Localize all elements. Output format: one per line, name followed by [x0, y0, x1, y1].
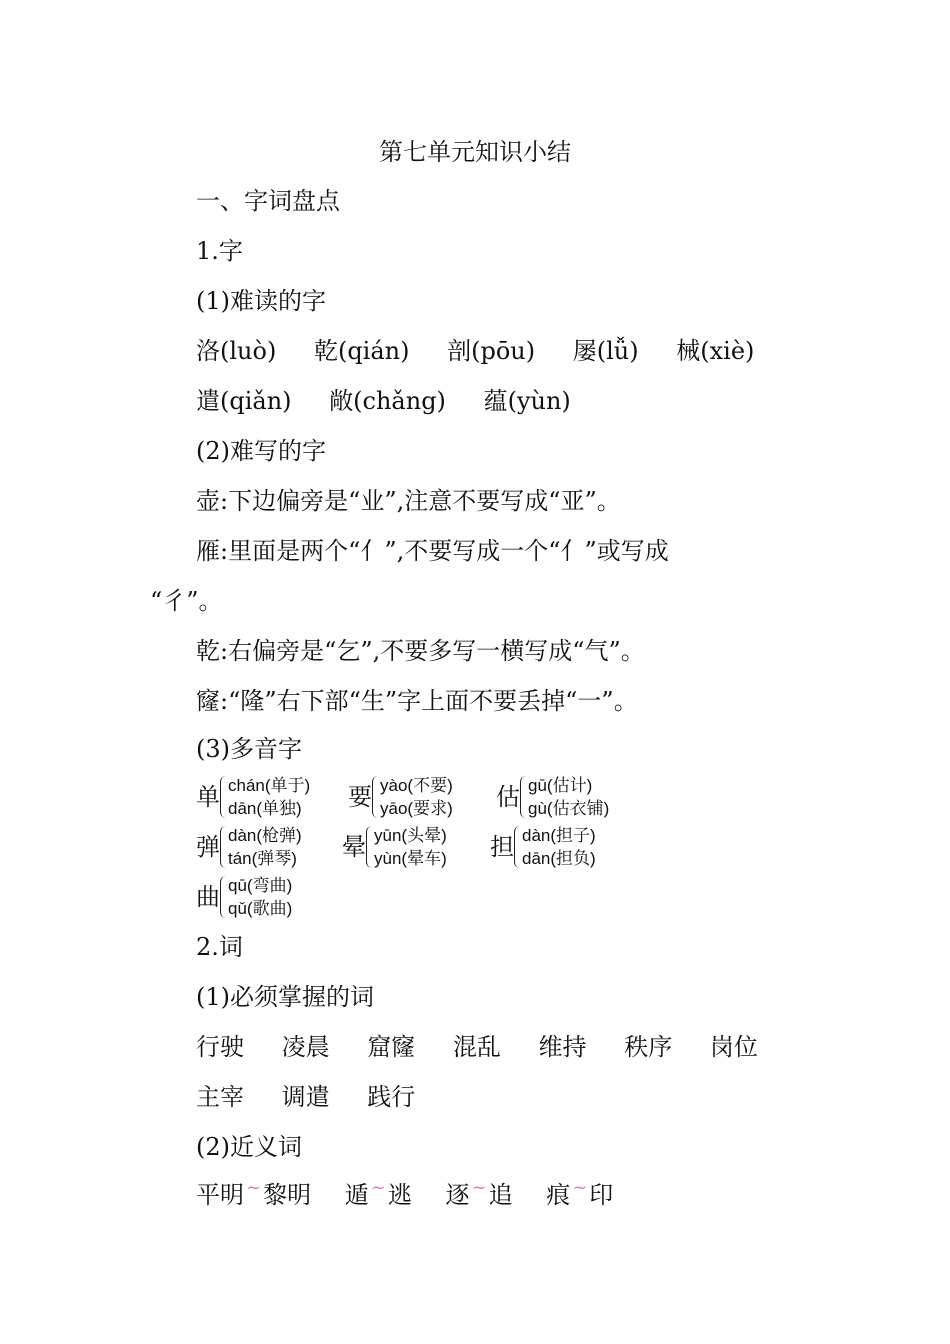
- reading: dān(单独): [228, 799, 302, 818]
- reading: yùn(晕车): [374, 849, 447, 868]
- hard-read-row-2: [196, 386, 601, 416]
- tilde-icon: ~: [572, 1177, 588, 1198]
- sub-heading-polyphone: (3)多音字: [196, 735, 302, 763]
- synonym-pair: [546, 1177, 614, 1213]
- section-heading: 一、字词盘点: [196, 187, 340, 215]
- sub-heading-must: (1)必须掌握的词: [196, 983, 374, 1011]
- reading: yào(不要): [380, 776, 453, 795]
- synonym-pair: [196, 1177, 312, 1213]
- polyphone-char: 晕: [342, 833, 366, 861]
- reading: dàn(担子): [522, 826, 596, 845]
- page-title: 第七单元知识小结: [379, 138, 571, 166]
- word-item: 凌晨: [281, 1033, 330, 1061]
- tilde-icon: ~: [471, 1177, 487, 1198]
- hard-read-item: 敞(chǎng): [329, 387, 446, 415]
- synonym-word: 痕: [546, 1181, 571, 1209]
- word-item: 混乱: [452, 1033, 501, 1061]
- polyphone-char: 要: [348, 783, 372, 811]
- synonym-word: 逐: [445, 1181, 470, 1209]
- word-item: 窟窿: [367, 1033, 416, 1061]
- word-item: 行驶: [196, 1033, 244, 1061]
- sub-heading-zi: 1.字: [196, 237, 243, 265]
- hard-read-row-1: [196, 336, 784, 366]
- hard-write-note: 雁:里面是两个“亻”,不要写成一个“亻”或写成: [196, 537, 669, 565]
- hard-read-item: 械(xiè): [676, 337, 755, 365]
- sub-heading-hard-write: (2)难写的字: [196, 437, 326, 465]
- reading: yūn(头晕): [374, 826, 447, 845]
- synonym-pair: [445, 1177, 513, 1213]
- hard-read-item: 遣(qiǎn): [196, 387, 292, 415]
- reading: qū(弯曲): [228, 876, 293, 895]
- reading: gù(估衣铺): [528, 799, 610, 818]
- synonym-word: 平明: [196, 1181, 244, 1209]
- word-item: 践行: [367, 1083, 416, 1111]
- hard-read-item: 屡(lǚ): [572, 337, 639, 365]
- polyphone-char: 估: [496, 783, 520, 811]
- sub-heading-hard-read: (1)难读的字: [196, 287, 326, 315]
- hard-write-note: 乾:右偏旁是“乞”,不要多写一横写成“气”。: [196, 637, 645, 665]
- reading: dàn(枪弹): [228, 826, 302, 845]
- hard-write-note-continued: “彳”。: [150, 587, 223, 615]
- word-item: 岗位: [709, 1033, 758, 1061]
- reading: qǔ(歌曲): [228, 899, 293, 918]
- hard-read-item: 洛(luò): [196, 337, 277, 365]
- hard-write-note: 窿:“隆”右下部“生”字上面不要丢掉“一”。: [196, 687, 638, 715]
- word-item: 维持: [538, 1033, 587, 1061]
- word-item: 主宰: [196, 1083, 244, 1111]
- synonym-word: 追: [488, 1181, 513, 1209]
- word-item: 调遣: [281, 1083, 330, 1111]
- hard-read-item: 剖(pōu): [447, 337, 536, 365]
- sub-heading-synonym: (2)近义词: [196, 1133, 302, 1161]
- synonym-word: 遁: [344, 1181, 369, 1209]
- reading: yāo(要求): [380, 799, 453, 818]
- hard-read-item: 乾(qián): [313, 337, 410, 365]
- must-words-row-2: [196, 1082, 445, 1112]
- sub-heading-ci: 2.词: [196, 933, 243, 961]
- polyphone-char: 曲: [196, 883, 220, 911]
- tilde-icon: ~: [370, 1177, 386, 1198]
- must-words-row-1: [196, 1032, 788, 1062]
- synonym-row: [196, 1177, 639, 1213]
- hard-read-item: 蕴(yùn): [483, 387, 571, 415]
- tilde-icon: ~: [246, 1177, 262, 1198]
- synonym-word: 逃: [387, 1181, 412, 1209]
- synonym-word: 黎明: [263, 1181, 312, 1209]
- word-item: 秩序: [624, 1033, 673, 1061]
- reading: tán(弹琴): [228, 849, 297, 868]
- polyphone-char: 单: [196, 783, 220, 811]
- reading: chán(单于): [228, 776, 311, 795]
- reading: dān(担负): [522, 849, 596, 868]
- synonym-pair: [344, 1177, 412, 1213]
- reading: gū(估计): [528, 776, 593, 795]
- polyphone-char: 担: [490, 833, 514, 861]
- polyphone-char: 弹: [196, 833, 220, 861]
- hard-write-note: 壶:下边偏旁是“业”,注意不要写成“亚”。: [196, 487, 621, 515]
- synonym-word: 印: [589, 1181, 614, 1209]
